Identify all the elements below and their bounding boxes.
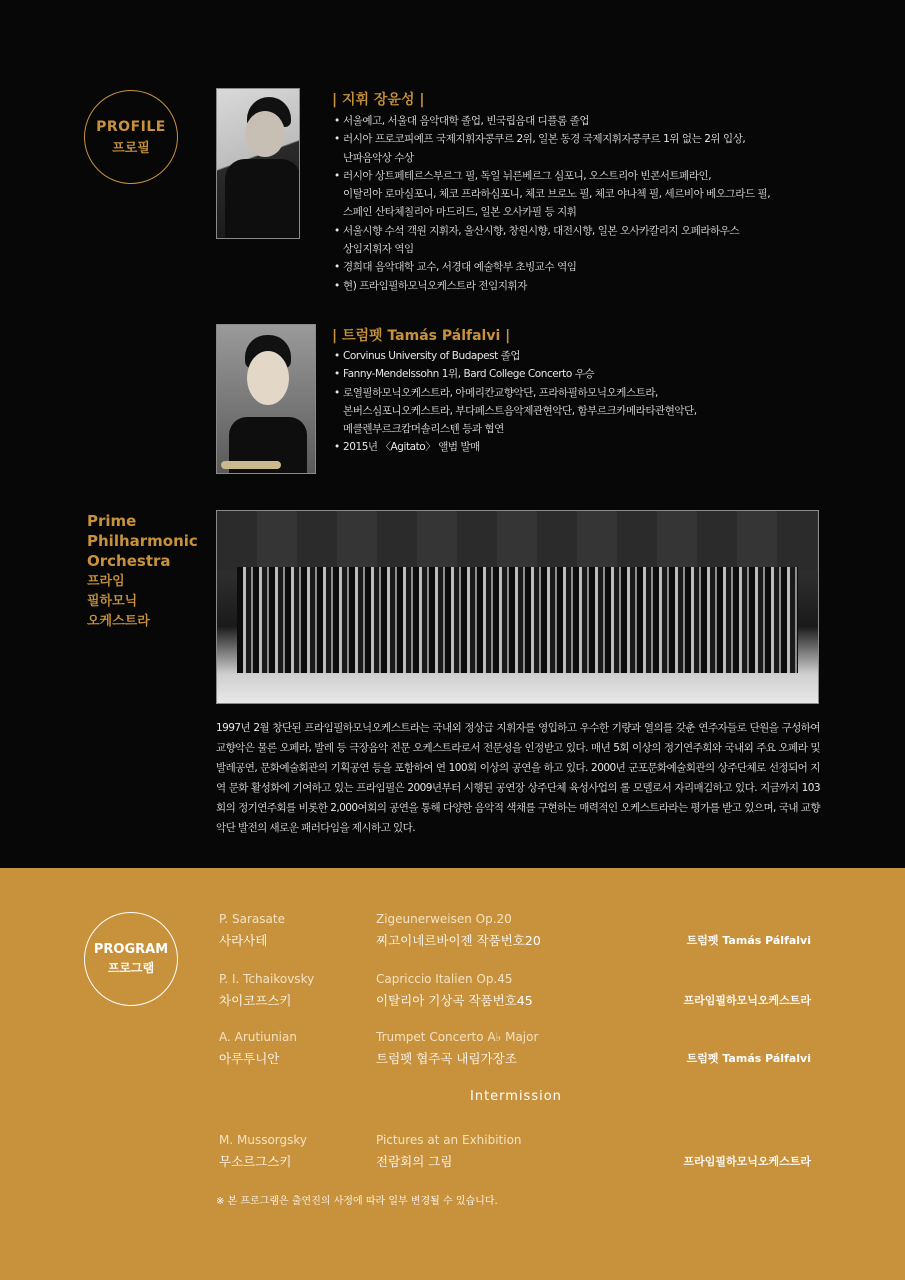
conductor-title: | 지휘 장윤성 | [332,92,425,108]
trumpeter-bio-item: • 로열필하모닉오케스트라, 아메리칸교향악단, 프라하필하모닉오케스트라, 본버스심포니오케스트라, 부다페스트음악제관현악단, 함부르크카메라타관현악단, 메클렌부르크캄머솔리스텐 등과 협연 [334,384,824,439]
profile-badge-en: PROFILE [96,118,166,135]
conductor-bio-item: • 서울시향 수석 객원 지휘자, 울산시향, 창원시향, 대전시향, 일본 오사카칼리지 오페라하우스 상임지휘자 역임 [334,222,824,259]
work-title-ko: 전람회의 그림 [376,1154,453,1169]
orchestra-name [87,511,198,631]
composer-name-ko: 무소르그스키 [219,1154,292,1169]
orchestra-photo [216,510,819,704]
program-badge-en: PROGRAM [93,942,169,957]
composer-name-ko: 아루투니안 [219,1051,280,1066]
work-title-ko: 찌고이네르바이젠 작품번호20 [376,933,541,948]
trumpeter-bio-item: • 2015년 〈Agitato〉 앨범 발매 [334,438,824,456]
conductor-bio-item: • 러시아 상트페테르스부르그 필, 독일 뉘른베르그 심포니, 오스트리아 빈콘서트페라인, 이탈리아 로마심포니, 체코 프라하심포니, 체코 브로노 필, 체코 야나첵 필, 세르비아 베오그라드 필, 스페인 산타체칠리아 마드리드, 일본 오사카필 등 지휘 [334,167,824,222]
trumpeter-bio-item: • Corvinus University of Budapest 졸업 [334,347,824,365]
performer: 프라임필하모닉오케스트라 [683,994,811,1007]
orchestra-name-ko-line: 오케스트라 [87,614,150,629]
program-change-note: ※ 본 프로그램은 출연진의 사정에 따라 일부 변경될 수 있습니다. [216,1196,498,1207]
conductor-bio-item: • 러시아 프로코피예프 국제지휘자콩쿠르 2위, 일본 동경 국제지휘자콩쿠르 1위 없는 2위 입상, 난파음악상 수상 [334,130,824,167]
orchestra-name-ko-line: 프라임 [87,574,125,589]
composer-name-en: P. Sarasate [219,912,285,926]
trumpeter-bio-item: • Fanny-Mendelssohn 1위, Bard College Concerto 우승 [334,365,824,383]
conductor-photo [216,88,300,239]
program-badge [84,912,178,1006]
orchestra-name-ko-line: 필하모닉 [87,594,138,609]
composer-name-ko: 차이코프스키 [219,993,292,1008]
performer: 트럼펫 Tamás Pálfalvi [686,1052,811,1065]
program-badge-ko: 프로그램 [107,961,155,975]
composer-name-en: A. Arutiunian [219,1030,297,1044]
conductor-bio-item: • 경희대 음악대학 교수, 서경대 예술학부 초빙교수 역임 [334,258,824,276]
conductor-bio-item: • 서울예고, 서울대 음악대학 졸업, 빈국립음대 디플롬 졸업 [334,112,824,130]
work-title-ko: 이탈리아 기상곡 작품번호45 [376,993,533,1008]
trumpeter-title: | 트럼펫 Tamás Pálfalvi | [332,328,511,344]
orchestra-name-en-line: Orchestra [87,552,171,570]
conductor-bio-list [334,112,824,295]
work-title-en: Pictures at an Exhibition [376,1133,522,1147]
composer-name-en: P. I. Tchaikovsky [219,972,315,986]
work-title-ko: 트럼펫 협주곡 내림가장조 [376,1051,517,1066]
composer-name-en: M. Mussorgsky [219,1133,308,1147]
conductor-bio-item: • 현) 프라임필하모닉오케스트라 전임지휘자 [334,277,824,295]
orchestra-name-en-line: Prime [87,512,137,530]
composer-name-ko: 사라사테 [219,933,268,948]
performer: 프라임필하모닉오케스트라 [683,1155,811,1168]
trumpeter-photo [216,324,316,474]
trumpeter-bio-list [334,347,824,457]
profile-badge [84,90,178,184]
profile-badge-ko: 프로필 [112,140,150,156]
orchestra-description: 1997년 2월 창단된 프라임필하모닉오케스트라는 국내외 정상급 지휘자를 영입하고 우수한 기량과 열의를 갖춘 연주자들로 단원을 구성하여 교향악은 물론 오페라, 발레 등 극장음악 전문 오케스트라로서 전문성을 인정받고 있다. 매년 5회 이상의 정기연주회와 국내외 주요 오페라 및 발레공연, 문화예술회관의 기획공연 등을 포함하여 연 100회 이상의 공연을 하고 있다. 2000년 군포문화예술회관의 상주단체로 선정되어 지역 문화 활성화에 기여하고 있는 프라임필은 2009년부터 시행된 공연장 상주단체 육성사업의 롤 모델로서 자리매김하고 있다. 지금까지 103회의 정기연주회를 비롯한 2,000여회의 공연을 통해 다양한 음악적 색채를 구현하는 매력적인 오케스트라라는 평가를 받고 있으며, 국내 교향악단 발전의 새로운 패러다임을 제시하고 있다. [216,722,820,834]
work-title-en: Capriccio Italien Op.45 [376,972,513,986]
work-title-en: Zigeunerweisen Op.20 [376,912,512,926]
orchestra-name-en-line: Philharmonic [87,532,198,550]
intermission-label: Intermission [470,1089,562,1104]
performer: 트럼펫 Tamás Pálfalvi [686,934,811,947]
work-title-en: Trumpet Concerto A♭ Major [376,1030,539,1044]
